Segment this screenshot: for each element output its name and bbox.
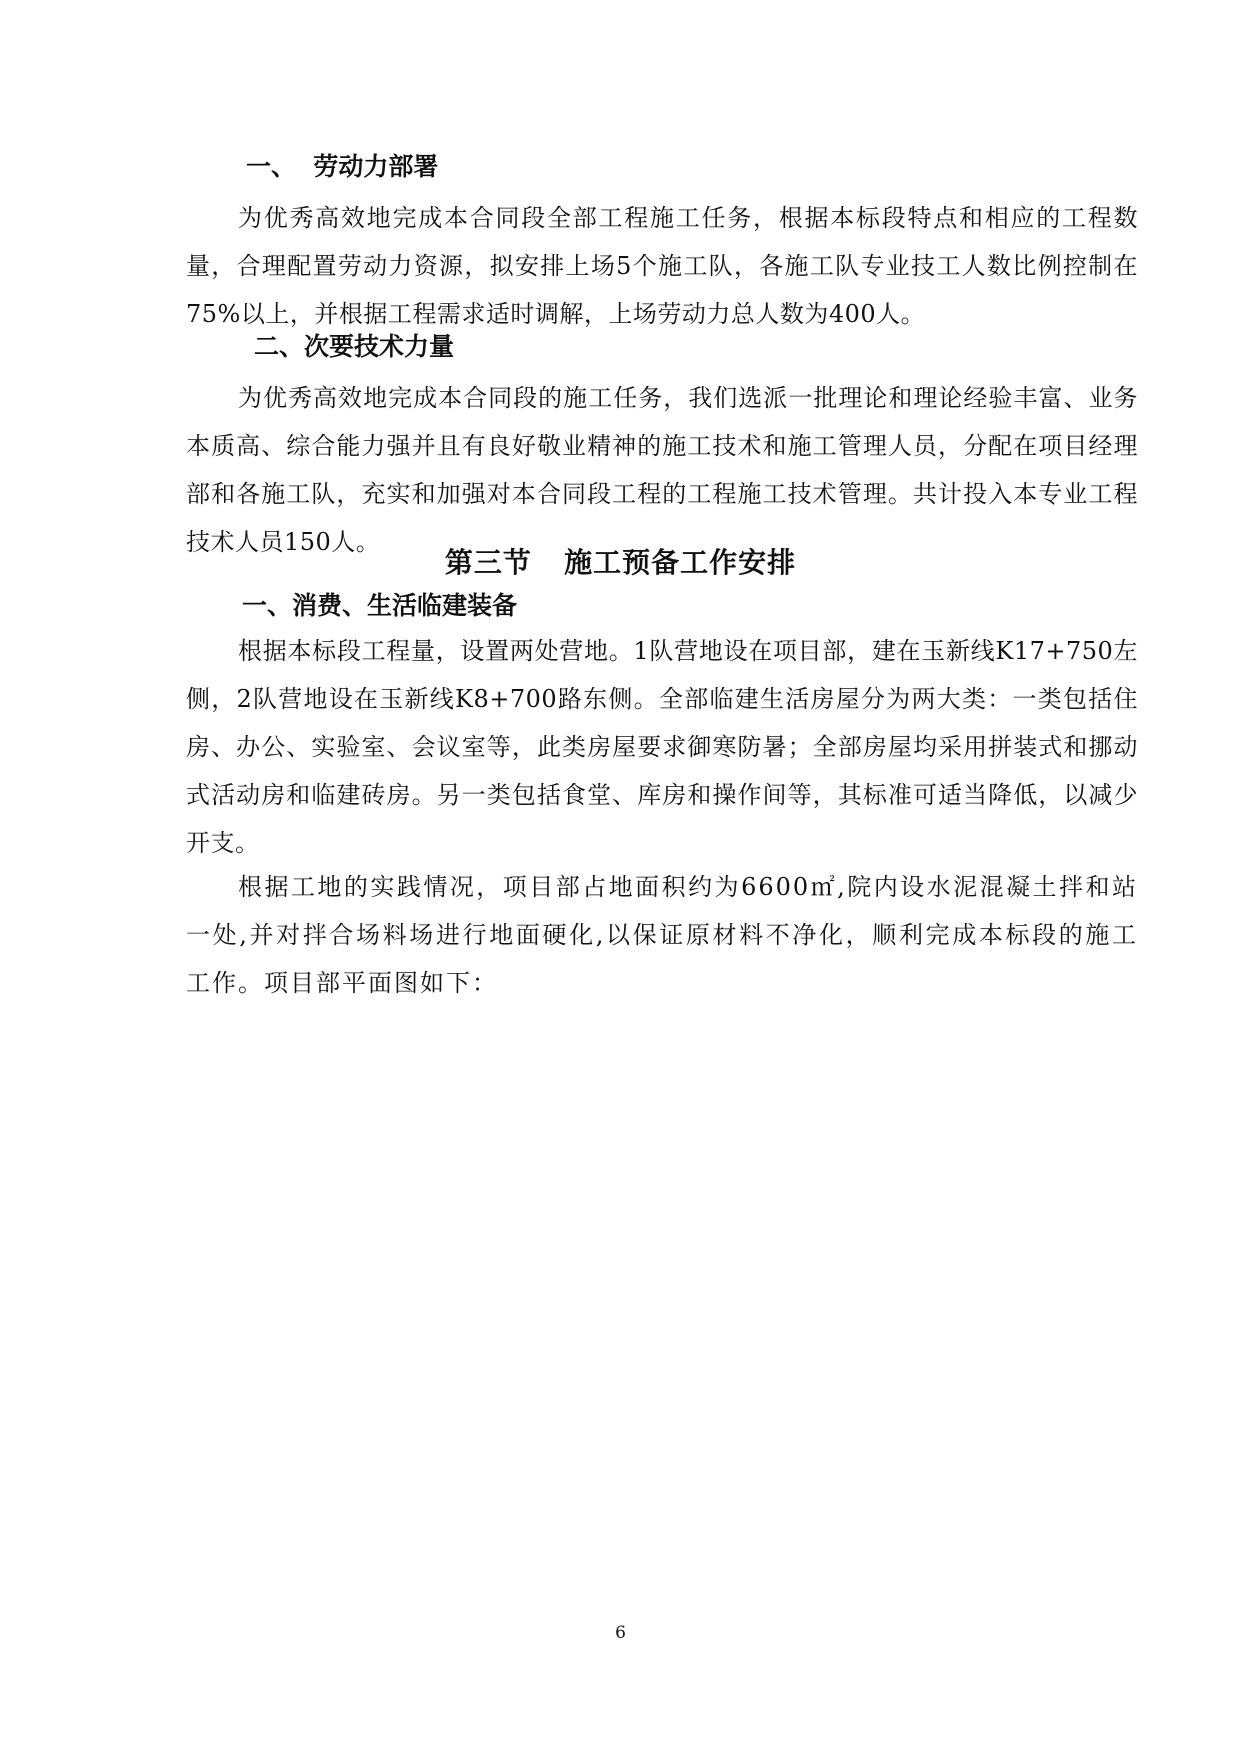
heading-labor-deployment: 一、 劳动力部署	[246, 152, 439, 181]
paragraph-camp-setup: 根据本标段工程量，设置两处营地。1队营地设在项目部，建在玉新线K17+750左侧，2队营地设在玉新线K8+700路东侧。全部临建生活房屋分为两大类：一类包括住房、办公、实验室、会议室等，此类房屋要求御寒防暑；全部房屋均采用拼装式和挪动式活动房和临建砖房。另一类包括食堂、库房和操作间等，其标准可适当降低，以减少开支。	[186, 637, 1138, 857]
heading-technical-force: 二、次要技术力量	[254, 332, 455, 361]
paragraph-technical-force: 为优秀高效地完成本合同段的施工任务，我们选派一批理论和理论经验丰富、业务本质高、综合能力强并且有良好敬业精神的施工技术和施工管理人员，分配在项目经理部和各施工队，充实和加强对本合同段工程的工程施工技术管理。共计投入本专业工程技术人员150人。	[186, 384, 1138, 556]
heading-temporary-facilities: 一、消费、生活临建装备	[242, 591, 518, 620]
page-number: 6	[615, 1623, 626, 1643]
paragraph-site-layout: 根据工地的实践情况，项目部占地面积约为6600㎡,院内设水泥混凝土拌和站一处,并对拌合场料场进行地面硬化,以保证原材料不净化，顺利完成本标段的施工工作。项目部平面图如下：	[186, 873, 1138, 997]
paragraph-labor-deployment: 为优秀高效地完成本合同段全部工程施工任务，根据本标段特点和相应的工程数量，合理配置劳动力资源，拟安排上场5个施工队，各施工队专业技工人数比例控制在75%以上，并根据工程需求适时调解，上场劳动力总人数为400人。	[186, 204, 1138, 328]
section-title: 第三节 施工预备工作安排	[444, 546, 797, 579]
